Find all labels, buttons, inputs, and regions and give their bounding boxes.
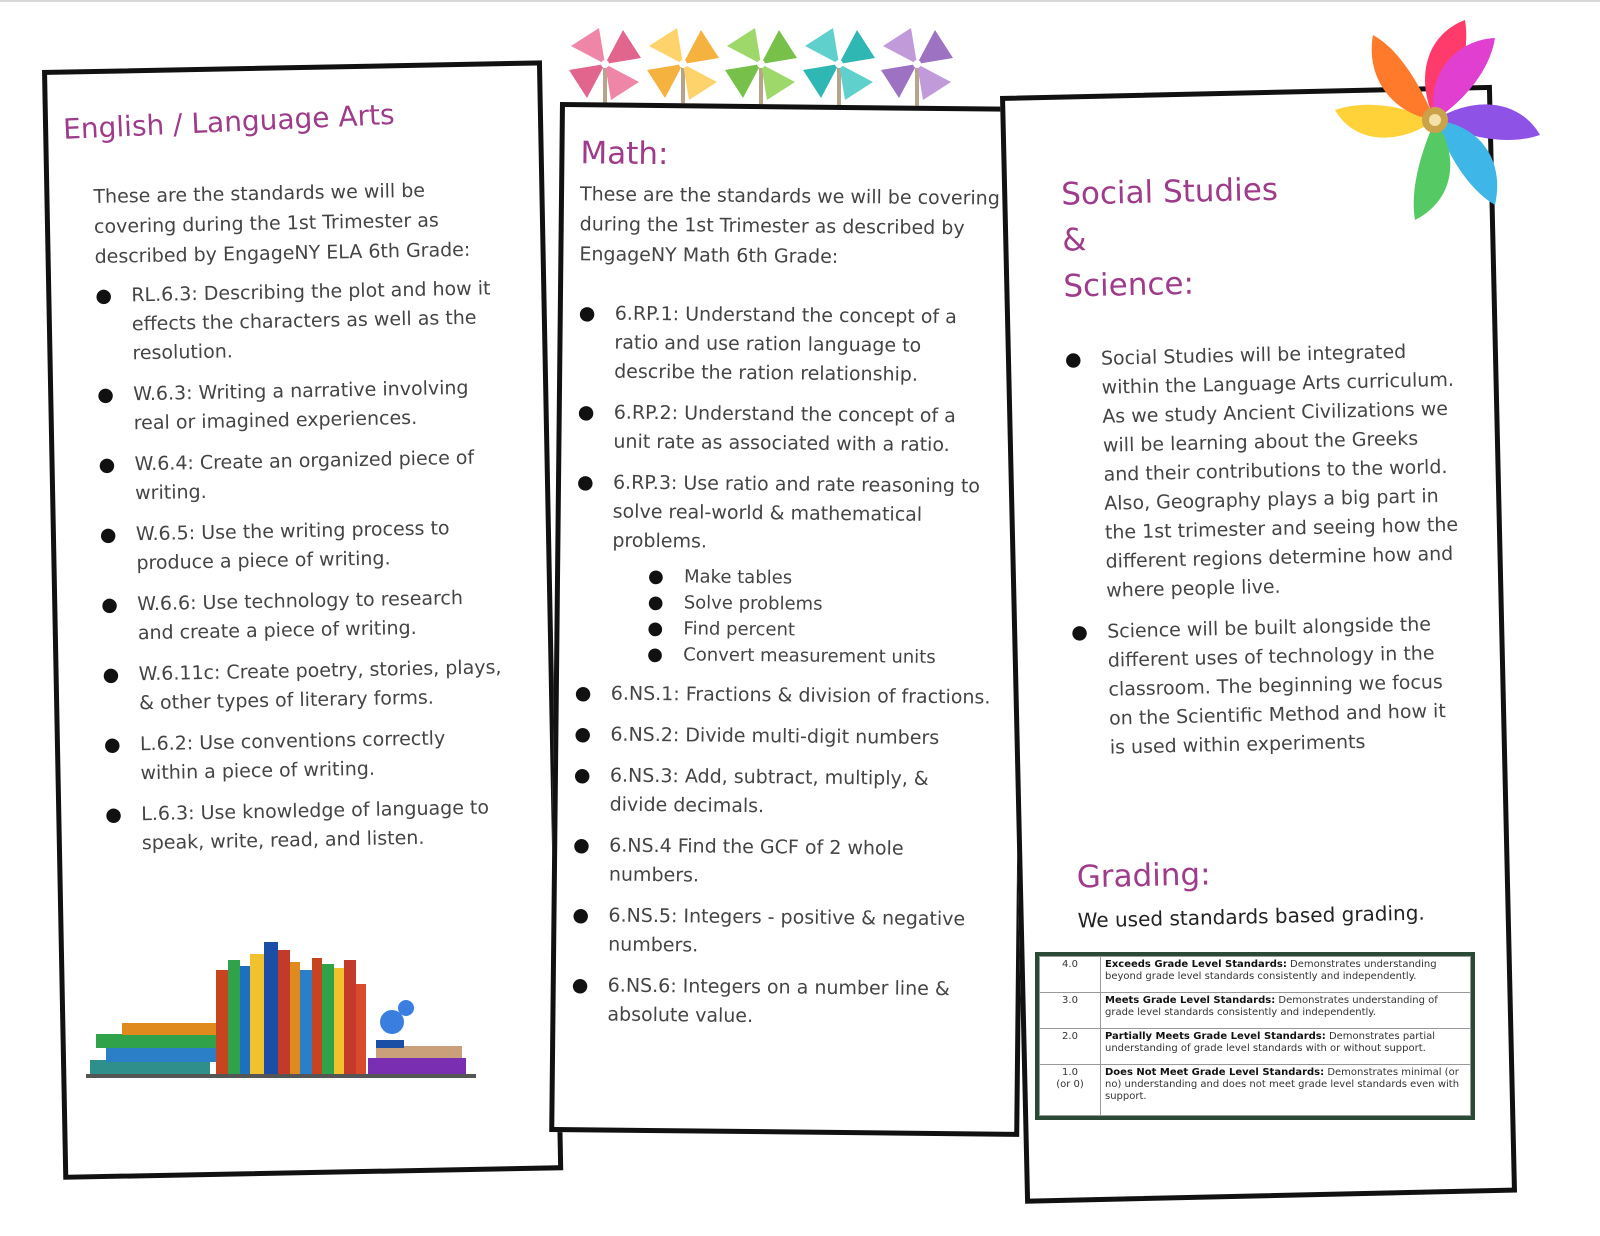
bullet-icon: ● <box>576 471 594 494</box>
bullet-icon: ● <box>103 733 121 756</box>
math-panel <box>549 102 1030 1137</box>
bullet-icon: ● <box>1064 348 1082 371</box>
list-item: ● W.6.5: Use the writing process to produce a piece of writing. <box>99 517 450 575</box>
bullet-icon: ● <box>571 974 589 997</box>
bullet-icon: ● <box>647 565 664 588</box>
list-item: ● RL.6.3: Describing the plot and how it effects the characters as well as the resolution. <box>95 277 491 365</box>
list-item: ● L.6.2: Use conventions correctly within a piece of writing. <box>103 727 446 785</box>
math-standards-list <box>571 299 995 1045</box>
list-item: ● 6.NS.5: Integers - positive & negative numbers. <box>572 901 989 963</box>
bullet-icon: ● <box>574 682 592 705</box>
bullet-icon: ● <box>97 383 115 406</box>
bullet-icon: ● <box>574 723 592 746</box>
grade-description: Meets Grade Level Standards: Demonstrates understanding of grade level standards consistently and independently. <box>1101 993 1471 1029</box>
grading-table <box>1035 952 1475 1120</box>
list-item: ● W.6.11c: Create poetry, stories, plays, & other types of literary forms. <box>102 656 502 715</box>
top-border-line <box>0 0 1600 2</box>
bullet-icon: ● <box>573 764 591 787</box>
table-row <box>1040 1029 1471 1065</box>
list-item: ● 6.RP.3: Use ratio and rate reasoning to solve real-world & mathematical problems. ● Make tables ● Solve problems ● Find percent ● Convert measurement units <box>575 468 993 671</box>
list-item: ● 6.RP.2: Understand the concept of a unit rate as associated with a ratio. <box>577 398 994 460</box>
grading-subtitle: We used standards based grading. <box>1077 900 1426 933</box>
ss-list <box>1065 337 1465 776</box>
ss-title-line3: Science: <box>1062 265 1195 305</box>
list-item: ● L.6.3: Use knowledge of language to speak, write, read, and listen. <box>105 796 490 855</box>
ss-title <box>1061 167 1281 310</box>
table-row <box>1040 957 1471 993</box>
bullet-icon: ● <box>647 643 664 666</box>
sub-list-item: ● Find percent <box>647 617 796 641</box>
bullet-icon: ● <box>98 453 116 476</box>
list-item: ● 6.NS.4 Find the GCF of 2 whole numbers. <box>573 831 990 893</box>
bullet-icon: ● <box>102 663 120 686</box>
grade-level: 3.0 <box>1040 993 1101 1029</box>
list-item: ● 6.NS.1: Fractions & division of fractions. <box>575 679 991 712</box>
bullet-icon: ● <box>573 834 590 857</box>
list-item: ● 6.RP.1: Understand the concept of a ratio and use ration language to describe the ration relationship. <box>578 299 995 390</box>
grade-description: Does Not Meet Grade Level Standards: Demonstrates minimal (or no) understanding and does not meet grade level standards even with support. <box>1101 1065 1471 1116</box>
table-row <box>1040 1065 1471 1116</box>
ela-intro: These are the standards we will be covering during the 1st Trimester as described by EngageNY ELA 6th Grade: <box>93 179 471 269</box>
bullet-icon: ● <box>647 591 664 614</box>
math-sub-list <box>647 564 992 672</box>
bullet-icon: ● <box>101 593 119 616</box>
ss-title-line1: Social Studies <box>1060 171 1279 213</box>
books-icon <box>86 940 490 1090</box>
grade-level: 4.0 <box>1040 957 1101 993</box>
sub-list-item: ● Solve problems <box>647 591 823 615</box>
bullet-icon: ● <box>95 284 113 308</box>
bullet-icon: ● <box>105 803 123 826</box>
list-item: ● 6.NS.2: Divide multi-digit numbers <box>574 720 990 753</box>
ela-title: English / Language Arts <box>62 97 396 146</box>
grade-description: Partially Meets Grade Level Standards: Demonstrates partial understanding of grade level standards with or without support. <box>1101 1029 1471 1065</box>
list-item: ● W.6.6: Use technology to research and create a piece of writing. <box>101 587 464 645</box>
rainbow-pinwheel-icon <box>1320 10 1550 230</box>
sub-list-item: ● Make tables <box>647 565 793 589</box>
math-intro: These are the standards we will be covering during the 1st Trimester as described by EngageNY Math 6th Grade: <box>579 183 1000 268</box>
list-item: ● Science will be built alongside the different uses of technology in the classroom. The beginning we focus on the Scientific Method and how it is used within experiments <box>1070 613 1447 759</box>
table-row <box>1040 993 1471 1029</box>
list-item: ● 6.NS.6: Integers on a number line & absolute value. <box>571 971 988 1033</box>
list-item: ● W.6.3: Writing a narrative involving real or imagined experiences. <box>97 376 469 435</box>
grade-level: 1.0 (or 0) <box>1040 1065 1101 1116</box>
bullet-icon: ● <box>1070 621 1089 644</box>
ss-title-line2: & <box>1061 222 1087 259</box>
bullet-icon: ● <box>572 904 590 927</box>
grade-description: Exceeds Grade Level Standards: Demonstrates understanding beyond grade level standards consistently and independently. <box>1101 957 1471 993</box>
bullet-icon: ● <box>647 617 664 640</box>
grade-level: 2.0 <box>1040 1029 1101 1065</box>
grading-title: Grading: <box>1076 856 1211 896</box>
list-item: ● Social Studies will be integrated within the Language Arts curriculum. As we study Ancient Civilizations we will be learning about the Greeks and their contributions to the world. Also, Geography plays a big part in the 1st trimester and seeing how the different regions determine how and where people live. <box>1064 340 1459 602</box>
list-item: ● W.6.4: Create an organized piece of writing. <box>98 446 475 505</box>
bullet-icon: ● <box>578 302 596 325</box>
pinwheel-row-icon <box>565 14 965 114</box>
bullet-icon: ● <box>99 523 117 546</box>
math-title: Math: <box>580 135 669 173</box>
bullet-icon: ● <box>577 401 595 424</box>
list-item: ● 6.NS.3: Add, subtract, multiply, & divide decimals. <box>573 761 990 823</box>
ela-standards-list <box>95 274 506 871</box>
sub-list-item: ● Convert measurement units <box>647 643 936 668</box>
